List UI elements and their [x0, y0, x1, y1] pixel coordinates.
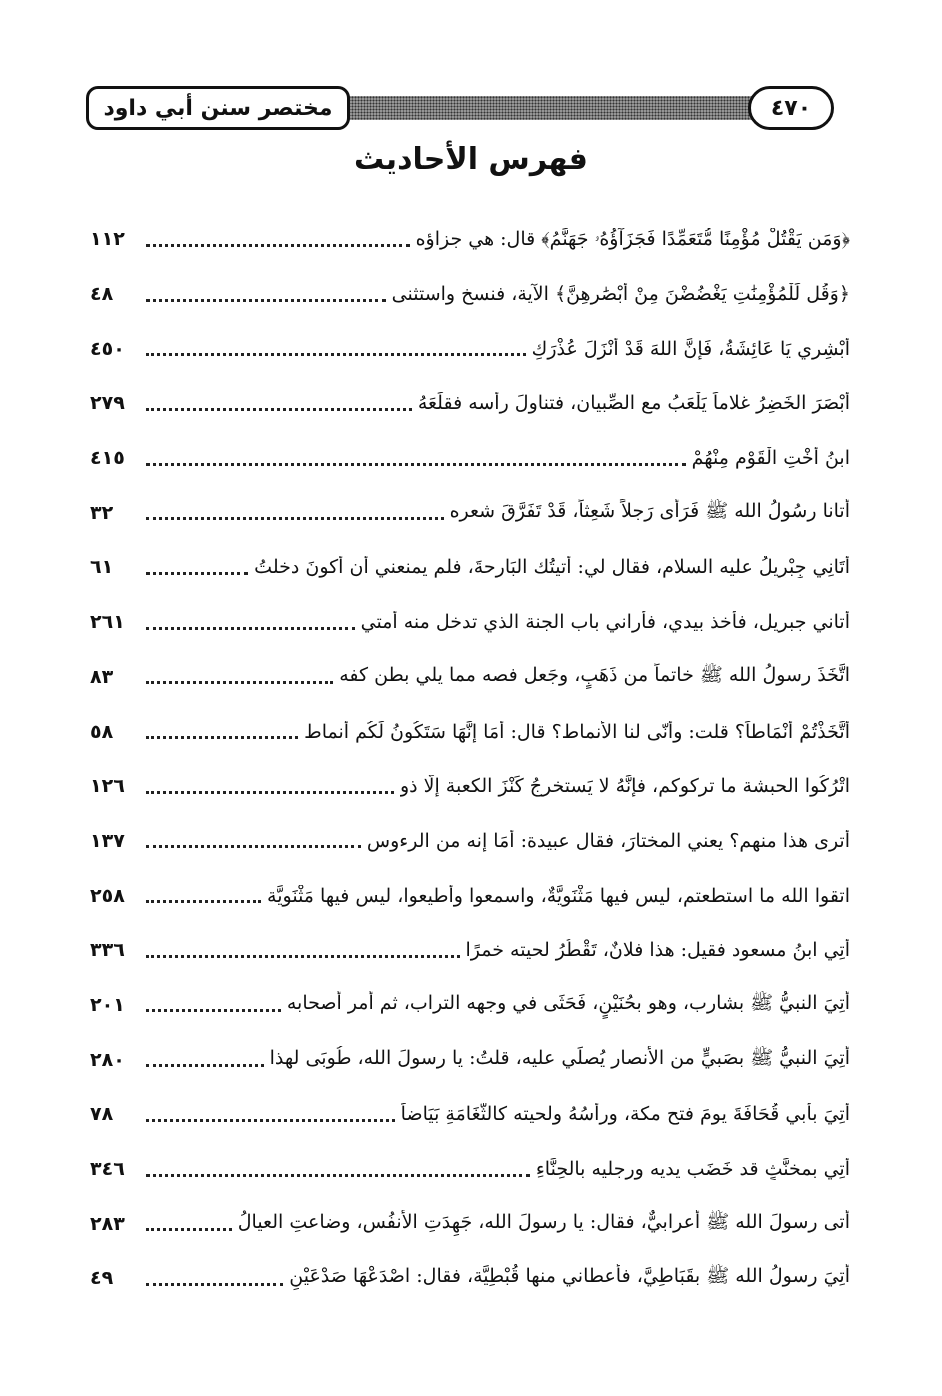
dot-leader	[146, 572, 248, 575]
entry-page-number: ٢٧٩	[90, 392, 125, 415]
dot-leader	[146, 1119, 395, 1122]
dot-leader	[146, 627, 355, 630]
entry-page-number: ٤١٥	[90, 447, 125, 470]
hadith-index-list	[90, 212, 850, 1306]
entry-page-number: ٨٣	[90, 665, 114, 688]
entry-text: ابنُ أُخْتِ الْقَوْمِ مِنْهُمْ	[691, 447, 850, 470]
entry-page-number: ١٣٧	[90, 829, 125, 852]
index-entry	[90, 595, 850, 650]
entry-text: ﴿وَمَن يَقْتُلْ مُؤْمِنًا مُّتَعَمِّدًا فَجَزَآؤُهُۥ جَهَنَّمُ﴾ قال: هي جزاؤه	[415, 228, 850, 251]
entry-text: اتَّخَذَ رسولُ الله ﷺ خاتماً من ذَهَبٍ، وجَعل فصه مما يلي بطن كفه	[339, 663, 850, 686]
dot-leader	[146, 1009, 281, 1012]
entry-text: أُتِي بمخنَّثٍ قد خَضَب يديه ورجليه بالحِنَّاءِ	[535, 1158, 850, 1181]
dot-leader	[146, 299, 386, 302]
dot-leader	[146, 791, 394, 794]
entry-text: أَبْصَرَ الخَضِرُ غلاماً يَلْعَبُ مع الصِّبيان، فتناولَ رأسه فقلَعَهُ	[417, 392, 850, 415]
index-entry	[90, 540, 850, 595]
book-title: مختصر سنن أبي داود	[86, 86, 350, 130]
index-entry	[90, 321, 850, 376]
dot-leader	[146, 353, 526, 356]
entry-page-number: ٢٠١	[90, 993, 125, 1016]
entry-page-number: ٤٥٠	[90, 337, 125, 360]
page-title: فهرس الأحاديث	[354, 142, 588, 177]
entry-text: أترى هذا منهم؟ يعني المختارَ، فقال عبيدة: أَمَا إنه من الرءوس	[366, 829, 850, 852]
index-entry	[90, 759, 850, 814]
dot-leader	[146, 736, 298, 739]
dot-leader	[146, 681, 333, 684]
index-entry	[90, 868, 850, 923]
index-entry	[90, 267, 850, 322]
entry-text: أُتِيَ رسولُ الله ﷺ بقَبَاطِيَّ، فأعطاني منها قُبْطِيَّة، فقال: اصْدَعْهَا صَدْعَيْنِ	[289, 1265, 850, 1288]
entry-page-number: ٢٥٨	[90, 884, 125, 907]
entry-page-number: ٣٤٦	[90, 1158, 125, 1181]
index-entry	[90, 650, 850, 705]
index-entry	[90, 704, 850, 759]
entry-page-number: ٥٨	[90, 720, 114, 743]
dot-leader	[146, 1064, 264, 1067]
dot-leader	[146, 845, 361, 848]
index-entry	[90, 1142, 850, 1197]
entry-page-number: ٦١	[90, 556, 114, 579]
entry-text: اتقوا الله ما استطعتم، ليس فيها مَثْنَوِيَّةٌ، واسمعوا وأطيعوا، ليس فيها مَثْنَوِيَّة	[267, 884, 850, 907]
index-entry	[90, 485, 850, 540]
entry-text: أُتِيَ النبيُّ ﷺ بصَبيٍّ من الأنصار يُصلِّي عليه، قلتُ: يا رسولَ الله، طُوبَى لهذا	[269, 1046, 850, 1069]
entry-text: أُتِيَ النبيُّ ﷺ بشارب، وهو بحُنَيْنٍ، فَحَثَى في وجهه التراب، ثم أمر أصحابه	[286, 991, 850, 1014]
entry-text: ﴿وَقُل لِّلْمُؤْمِنَٰتِ يَغْضُضْنَ مِنْ أَبْصَٰرِهِنَّ﴾ الآية، فنسخ واستثنى	[391, 283, 850, 306]
dot-leader	[146, 1228, 232, 1231]
dot-leader	[146, 1283, 283, 1286]
entry-text: اتْرُكُوا الحبشة ما تركوكم، فإنَّهُ لا يَستخرِجُ كَنْزَ الكعبة إِلَّا ذو	[399, 775, 850, 798]
dot-leader	[146, 463, 686, 466]
entry-text: أُتِي ابنُ مسعود فقيل: هذا فلانٌ، تَقْطُرُ لحيته خمرًا	[465, 939, 850, 962]
index-entry	[90, 376, 850, 431]
entry-page-number: ٣٣٦	[90, 939, 125, 962]
entry-text: أُتِيَ بأبي قُحَافَةَ يومَ فتح مكة، ورأسُهُ ولحيته كالثَّغَامَةِ بَيَاضاً	[400, 1103, 850, 1126]
dot-leader	[146, 900, 261, 903]
entry-page-number: ٧٨	[90, 1103, 114, 1126]
running-header	[86, 86, 844, 132]
entry-page-number: ٤٨	[90, 283, 114, 306]
entry-text: أتى رسولَ الله ﷺ أعرابيٌّ، فقال: يا رسولَ الله، جَهِدَتِ الأنفُس، وضاعتِ العيالُ	[237, 1210, 850, 1233]
index-entry	[90, 431, 850, 486]
index-entry	[90, 1032, 850, 1087]
dot-leader	[146, 955, 460, 958]
dot-leader	[146, 1174, 530, 1177]
entry-page-number: ٢٦١	[90, 611, 125, 634]
index-entry	[90, 978, 850, 1033]
index-entry	[90, 814, 850, 869]
index-entry	[90, 1087, 850, 1142]
dot-leader	[146, 408, 412, 411]
entry-page-number: ١٢٦	[90, 775, 125, 798]
entry-text: أتانا رسُولُ الله ﷺ فَرَأَى رَجلاً شَعِثاً، قَدْ تَفَرَّقَ شعره	[449, 499, 850, 522]
entry-page-number: ٢٨٠	[90, 1048, 125, 1071]
entry-page-number: ٢٨٣	[90, 1212, 125, 1235]
entry-page-number: ٣٢	[90, 501, 114, 524]
entry-page-number: ٤٩	[90, 1267, 114, 1290]
entry-text: أَتَانِي جِبْرِيلُ عليه السلام، فقال لي: أتيتُك البَارِحةَ، فلم يمنعني أن أكونَ دخلتُ	[254, 556, 850, 579]
dot-leader	[146, 517, 444, 520]
entry-page-number: ١١٢	[90, 228, 125, 251]
header-dotted-band	[336, 96, 774, 120]
index-entry	[90, 1196, 850, 1251]
dot-leader	[146, 244, 410, 247]
index-entry	[90, 1251, 850, 1306]
entry-text: أَبْشِرِي يَا عَائِشَةُ، فَإِنَّ اللهَ قَدْ أَنْزَلَ عُذْرَكِ	[531, 337, 850, 360]
page-number: ٤٧٠	[748, 86, 834, 130]
entry-text: أتاني جبريل، فأخذ بيدي، فأراني باب الجنة الذي تدخل منه أمتي	[360, 611, 850, 634]
index-entry	[90, 923, 850, 978]
entry-text: أَتَّخَذْتُمْ أَنْمَاطاً؟ قلت: وأنّى لنا الأنماط؟ قال: أَمَا إِنَّهَا سَتَكُونُ لَكُم أَنماط	[304, 720, 850, 743]
index-entry	[90, 212, 850, 267]
